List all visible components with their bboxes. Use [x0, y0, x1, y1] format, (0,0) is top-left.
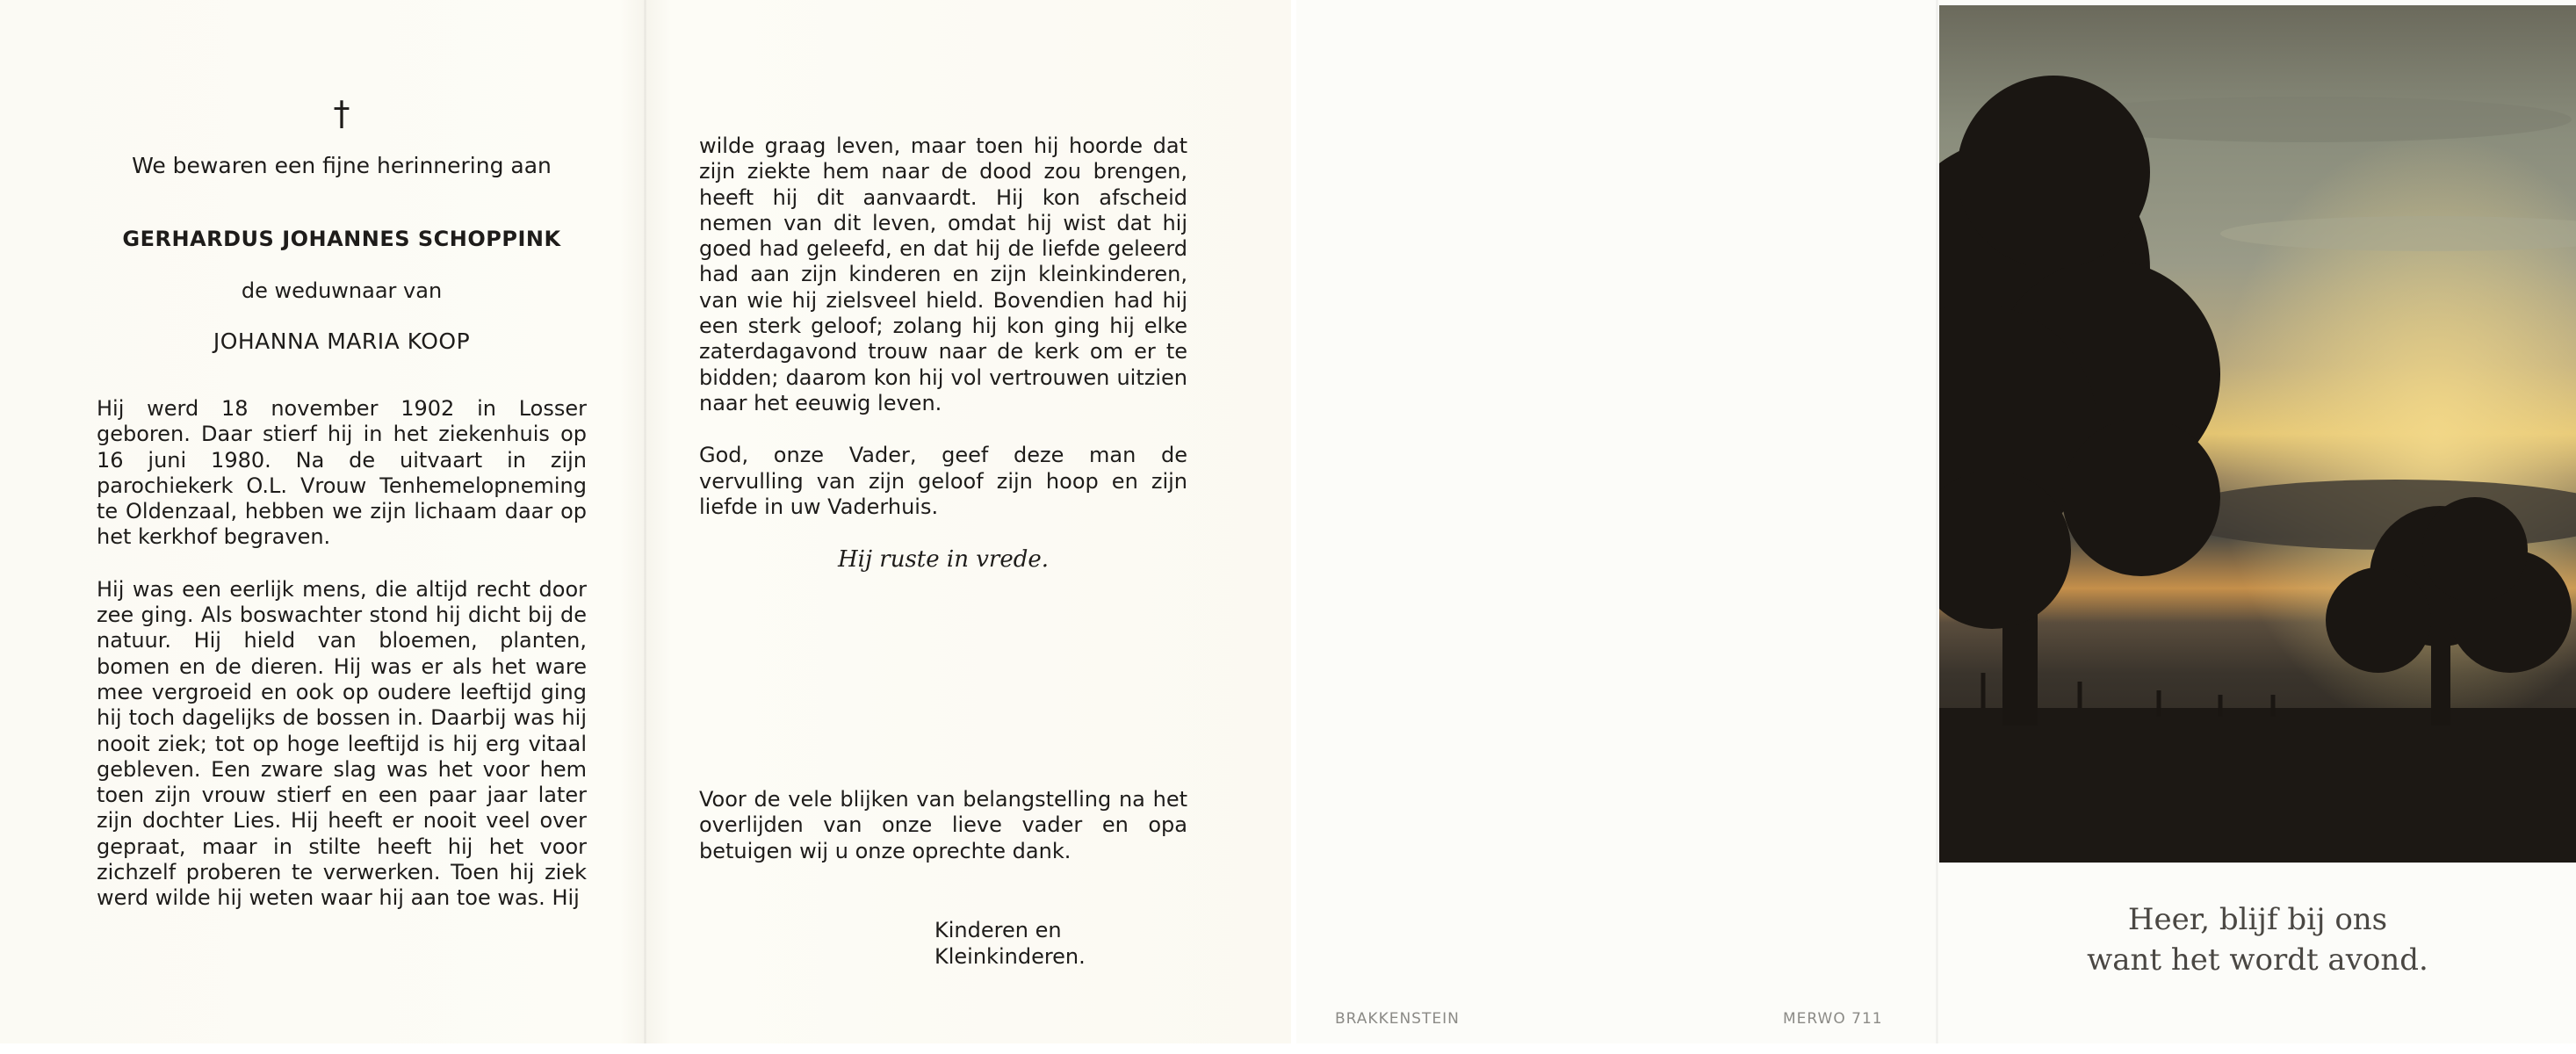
- signoff-line-2: Kleinkinderen.: [934, 943, 1086, 969]
- caption-line-2: want het wordt avond.: [2087, 942, 2428, 978]
- prayer-paragraph: God, onze Vader, geef deze man de vervulling van zijn geloof zijn hoop en zijn liefde in uw Vaderhuis.: [699, 443, 1187, 519]
- continuation-paragraph: wilde graag leven, maar toen hij hoorde dat zijn ziekte hem naar de dood zou brengen, heeft hij dit aanvaardt. Hij kon afscheid nemen van dit leven, omdat hij wist dat hij goed had geleefd, en dat hij de liefde geleerd had aan zijn kinderen en zijn kleinkinderen, van wie hij zielsveel hield. Bovendien had hij een sterk geloof; zolang hij kon ging hij elke zaterdagavond trouw naar de kerk om er te bidden; daarom kon hij vol vertrouwen uitzien naar het eeuwig leven.: [699, 134, 1187, 415]
- sunset-illustration: [1939, 5, 2576, 863]
- cross-icon: †: [333, 94, 350, 133]
- signoff-line-1: Kinderen en: [934, 918, 1062, 942]
- sunset-photo: [1939, 5, 2576, 863]
- card-fold: [644, 0, 646, 1043]
- relation-line: de weduwnaar van: [241, 278, 443, 303]
- ground: [1939, 708, 2576, 863]
- product-code-label: MERWO 711: [1783, 1010, 1883, 1028]
- caption-line-1: Heer, blijf bij ons: [2127, 902, 2388, 937]
- intro-line: We bewaren een fijne herinnering aan: [132, 153, 552, 178]
- text-panel-left: [97, 94, 587, 938]
- photo-caption: [1939, 899, 2576, 980]
- text-panel-right: [699, 134, 1187, 573]
- rest-in-peace-verse: Hij ruste in vrede.: [837, 546, 1050, 574]
- card-fold: [1936, 0, 1938, 1043]
- deceased-name: GERHARDUS JOHANNES SCHOPPINK: [122, 227, 561, 251]
- memorial-card-inner: [0, 0, 1291, 1043]
- spouse-name: JOHANNA MARIA KOOP: [213, 328, 471, 354]
- signoff: [934, 918, 1086, 970]
- biography-paragraph: Hij werd 18 november 1902 in Losser geboren. Daar stierf hij in het ziekenhuis op 16 juni 1980. Na de uitvaart in zijn parochiekerk O.L. Vrouw Tenhemelopneming te Oldenzaal, hebben we zijn lichaam daar op het kerkhof begraven.: [97, 396, 587, 550]
- thanks-paragraph: Voor de vele blijken van belangstelling na het overlijden van onze lieve vader en opa betuigen wij u onze oprechte dank.: [699, 787, 1187, 863]
- character-paragraph: Hij was een eerlijk mens, die altijd recht door zee ging. Als boswachter stond hij dicht bij de natuur. Hij hield van bloemen, planten, bomen en de dieren. Hij was er als het ware mee vergroeid en ook op oudere leeftijd ging hij toch dagelijks de bossen in. Daarbij was hij nooit ziek; tot op hoge leeftijd is hij erg vitaal gebleven. Een zware slag was het voor hem toen zijn vrouw stierf en een paar jaar later zijn dochter Lies. Hij heeft er nooit veel over gepraat, maar in stilte heeft hij het voor zichzelf proberen te verwerken. Toen hij ziek werd wilde hij weten waar hij aan toe was. Hij: [97, 576, 587, 911]
- publisher-label: BRAKKENSTEIN: [1335, 1010, 1460, 1028]
